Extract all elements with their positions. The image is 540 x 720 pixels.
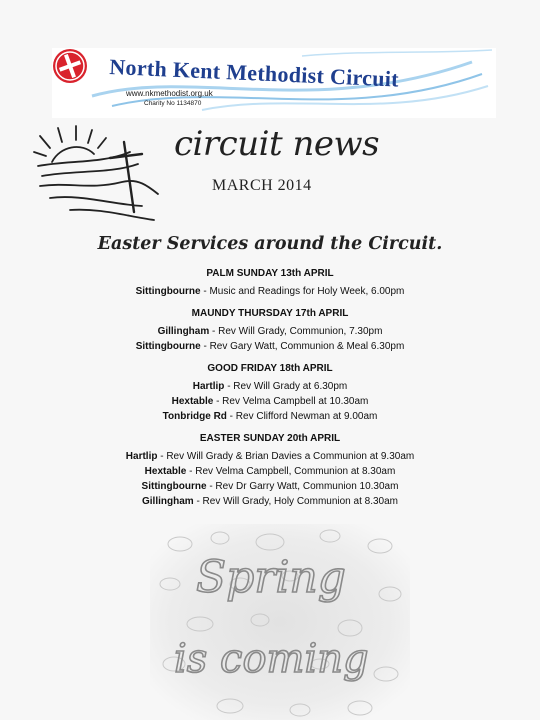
service-line: [0, 339, 540, 354]
service-location: Gillingham: [157, 326, 210, 337]
service-location: Gillingham: [142, 496, 194, 507]
service-line: [0, 394, 540, 409]
service-detail: - Rev Clifford Newman at 9.00am: [226, 411, 378, 422]
service-location: Sittingbourne: [141, 481, 207, 492]
service-line: [0, 494, 540, 509]
service-location: Sittingbourne: [135, 286, 201, 297]
service-line: [0, 284, 540, 299]
service-line: [0, 464, 540, 479]
service-day-heading: EASTER SUNDAY 20th APRIL: [199, 433, 341, 444]
issue-date: MARCH 2014: [212, 177, 312, 194]
service-location: Hartlip: [192, 381, 225, 392]
service-line: [0, 409, 540, 424]
service-location: Hextable: [144, 466, 187, 477]
service-day-heading: MAUNDY THURSDAY 17th APRIL: [191, 308, 349, 319]
service-location: Hextable: [171, 396, 214, 407]
circuit-banner: [52, 48, 496, 118]
circuit-title: North Kent Methodist Circuit: [108, 54, 400, 92]
service-line: [0, 479, 540, 494]
easter-heading: Easter Services around the Circuit.: [97, 234, 443, 254]
service-detail: - Rev Velma Campbell, Communion at 8.30am: [186, 466, 396, 477]
service-line: [0, 379, 540, 394]
service-day-block: [0, 433, 540, 509]
service-day-block: [0, 308, 540, 354]
service-day-heading: GOOD FRIDAY 18th APRIL: [207, 363, 333, 374]
service-location: Tonbridge Rd: [162, 411, 227, 422]
service-day-heading: PALM SUNDAY 13th APRIL: [206, 268, 334, 279]
website-text: www.nkmethodist.org.uk: [126, 89, 213, 98]
methodist-logo-icon: [52, 48, 88, 84]
service-line: [0, 324, 540, 339]
service-detail: - Rev Will Grady, Holy Communion at 8.30am: [193, 496, 398, 507]
sunrise-cross-icon: [30, 124, 170, 224]
service-detail: - Rev Velma Campbell at 10.30am: [213, 396, 369, 407]
service-day-block: [0, 363, 540, 424]
charity-number: Charity No 1134870: [144, 100, 202, 107]
service-detail: - Rev Dr Garry Watt, Communion 10.30am: [206, 481, 399, 492]
service-day-block: [0, 268, 540, 299]
spring-word: Spring: [196, 552, 346, 603]
easter-services-list: [0, 268, 540, 518]
service-detail: - Rev Will Grady, Communion, 7.30pm: [209, 326, 383, 337]
service-line: [0, 449, 540, 464]
spring-pebbles-image: [150, 524, 410, 720]
service-location: Sittingbourne: [135, 341, 201, 352]
service-detail: - Rev Gary Watt, Communion & Meal 6.30pm: [200, 341, 405, 352]
newsletter-title: circuit news: [174, 124, 380, 164]
service-detail: - Rev Will Grady & Brian Davies a Communion at 9.30am: [157, 451, 415, 462]
service-detail: - Music and Readings for Holy Week, 6.00pm: [200, 286, 405, 297]
service-detail: - Rev Will Grady at 6.30pm: [224, 381, 348, 392]
spring-subtitle: is coming: [174, 636, 369, 682]
service-location: Hartlip: [125, 451, 158, 462]
